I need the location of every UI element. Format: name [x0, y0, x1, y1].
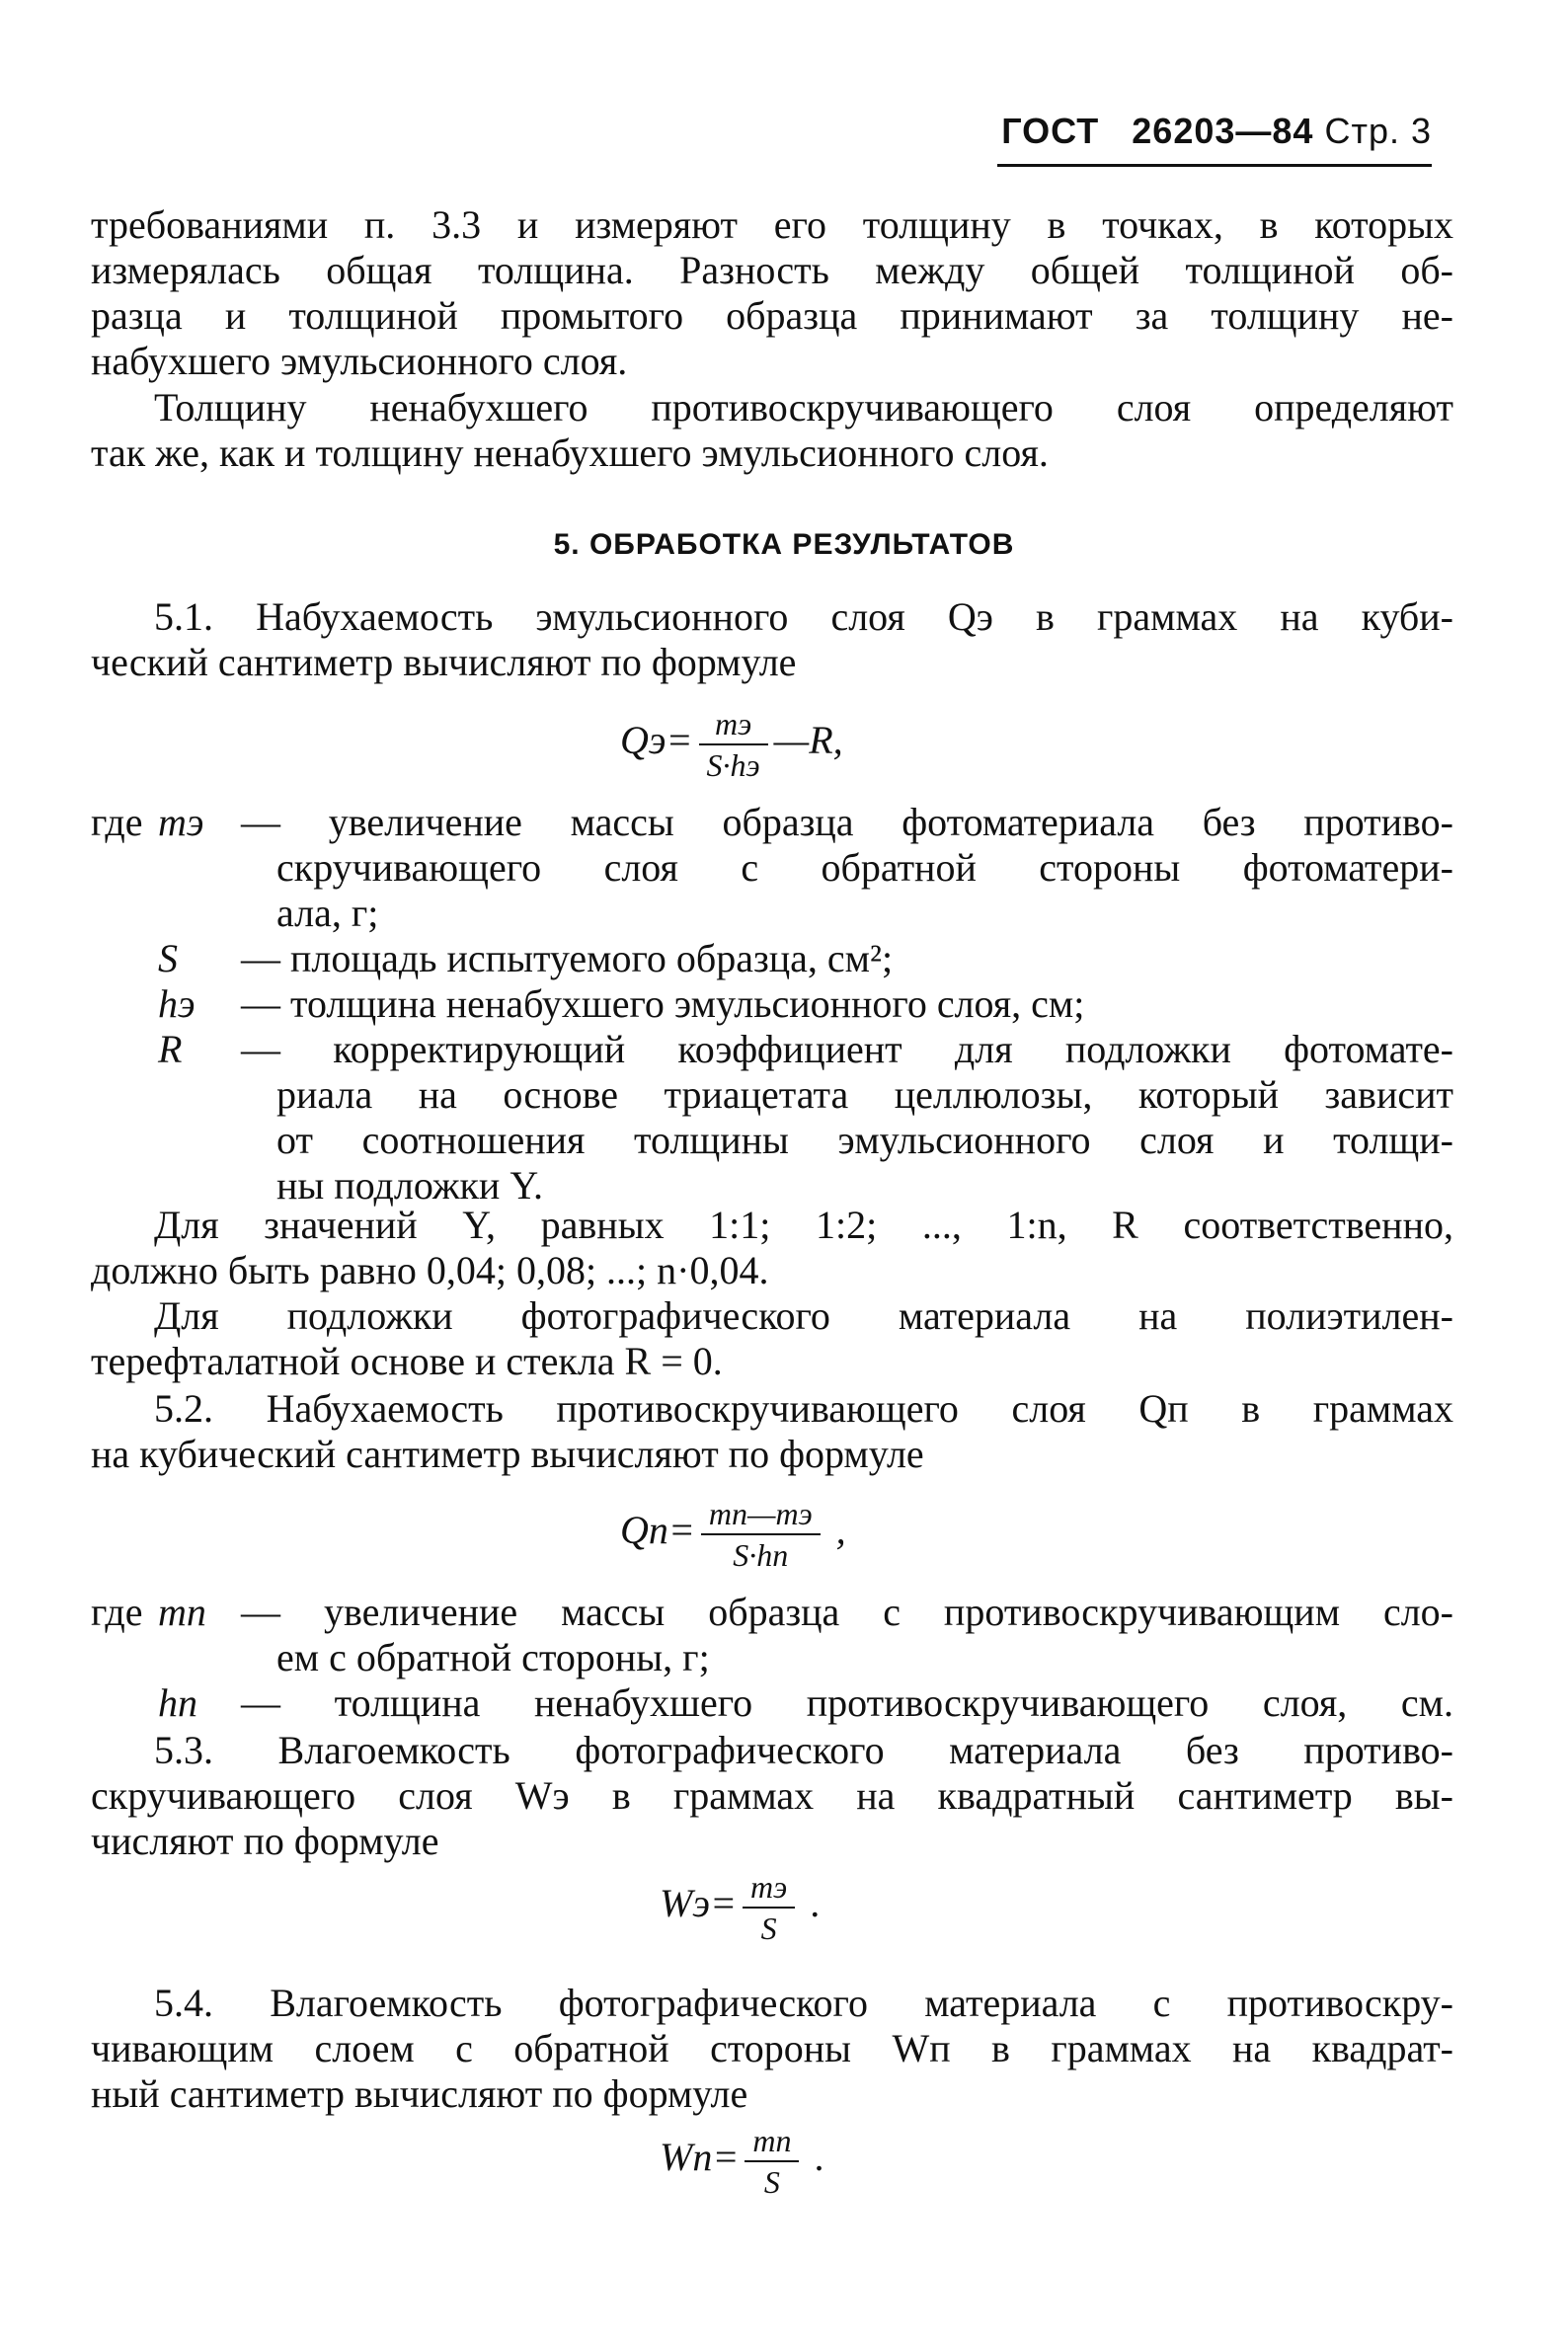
- formula-w-e: Wэ= $\frac{mэ}{S}$ .: [660, 1869, 822, 1946]
- where-label: где: [91, 800, 143, 844]
- definition-line: — увеличение массы образца фотоматериала без противо-: [241, 800, 1453, 844]
- definition-symbol: R: [158, 1027, 183, 1071]
- text-line: требованиями п. 3.3 и измеряют его толщину в точках, в которых: [91, 202, 1453, 247]
- text-line: должно быть равно 0,04; 0,08; ...; n·0,04.: [91, 1248, 769, 1292]
- formula-denominator: S·hэ: [706, 747, 760, 783]
- definitions-5-1: [91, 800, 1453, 1208]
- definition-symbol: S: [158, 936, 178, 980]
- text-line: 5.3. Влагоемкость фотографического материала без противо-: [154, 1728, 1453, 1772]
- formula-numerator: mп—mэ: [701, 1496, 821, 1535]
- text-line: Толщину ненабухшего противоскручивающего слоя определяют: [154, 385, 1453, 429]
- text-line: так же, как и толщину ненабухшего эмульсионного слоя.: [91, 430, 1049, 475]
- paragraph-5-1-values: [91, 1203, 1453, 1384]
- section-title: 5. ОБРАБОТКА РЕЗУЛЬТАТОВ: [553, 528, 1015, 561]
- definition-line: риала на основе триацетата целлюлозы, который зависит: [276, 1072, 1453, 1117]
- definition-item: [158, 800, 1453, 845]
- definition-line: — увеличение массы образца с противоскручивающим сло-: [241, 1590, 1453, 1634]
- formula-fraction: [699, 706, 768, 783]
- where-label: где: [91, 1590, 143, 1634]
- formula-lhs: Qэ: [620, 718, 666, 763]
- text-line: Для подложки фотографического материала на полиэтилен-: [154, 1293, 1453, 1338]
- formula-denominator: S·hп: [733, 1537, 789, 1573]
- header-rule: [997, 164, 1432, 167]
- formula-denominator: S: [760, 1910, 777, 1946]
- text-line: 5.1. Набухаемость эмульсионного слоя Qэ в граммах на куби-: [154, 594, 1453, 639]
- intro-paragraph: [91, 202, 1453, 384]
- definitions-5-2: [91, 1590, 1453, 1726]
- text-line: набухшего эмульсионного слоя.: [91, 339, 628, 383]
- formula-numerator: mп: [745, 2123, 799, 2162]
- definition-line: скручивающего слоя с обратной стороны фотоматери-: [276, 845, 1453, 890]
- paragraph-5-1: [91, 594, 1453, 685]
- definition-line: — корректирующий коэффициент для подложки фотомате-: [241, 1027, 1453, 1071]
- definition-line: от соотношения толщины эмульсионного слоя и толщи-: [276, 1118, 1453, 1162]
- definition-item: [158, 1680, 1453, 1726]
- definition-symbol: hп: [158, 1680, 197, 1725]
- formula-numerator: mэ: [699, 706, 768, 745]
- text-line: 5.2. Набухаемость противоскручивающего слоя Qп в граммах: [154, 1386, 1453, 1431]
- formula-lhs: Qп: [620, 1508, 668, 1553]
- definition-line: ем с обратной стороны, г;: [276, 1635, 710, 1679]
- definition-line: ала, г;: [276, 891, 379, 935]
- paragraph-5-2: [91, 1386, 1453, 1477]
- formula-denominator: S: [763, 2164, 780, 2200]
- definition-line: — площадь испытуемого образца, см²;: [241, 936, 894, 980]
- text-line: терефталатной основе и стекла R = 0.: [91, 1339, 723, 1383]
- definition-item: [158, 936, 1453, 981]
- text-line: измерялась общая толщина. Разность между общей толщиной об-: [91, 248, 1453, 292]
- text-line: разца и толщиной промытого образца принимают за толщину не-: [91, 293, 1453, 338]
- text-line: на кубический сантиметр вычисляют по формуле: [91, 1432, 924, 1476]
- text-line: числяют по формуле: [91, 1819, 439, 1863]
- definition-line: — толщина ненабухшего эмульсионного слоя, см;: [241, 981, 1085, 1026]
- header-page: Стр. 3: [1324, 111, 1432, 151]
- formula-fraction: [743, 1869, 795, 1946]
- formula-q-e: Qэ= $\frac{mэ}{S\cdot hэ}$ —R,: [620, 706, 843, 783]
- formula-numerator: mэ: [743, 1869, 795, 1909]
- formula-q-p: Qп= $\frac{mп—mэ}{S\cdot hп}$ ,: [620, 1496, 846, 1573]
- paragraph-5-4: [91, 1981, 1453, 2117]
- definition-line: — толщина ненабухшего противоскручивающего слоя, см.: [241, 1680, 1453, 1725]
- formula-tail: .: [815, 2135, 825, 2180]
- text-line: 5.4. Влагоемкость фотографического материала с противоскру-: [154, 1981, 1453, 2025]
- definition-symbol: hэ: [158, 981, 196, 1026]
- page-header: [997, 111, 1432, 152]
- formula-tail: —R,: [773, 718, 843, 763]
- formula-w-p: Wп= $\frac{mп}{S}$ .: [660, 2123, 825, 2200]
- formula-lhs: Wп: [660, 2135, 713, 2180]
- definition-line: ны подложки Y.: [276, 1163, 544, 1208]
- formula-fraction: [701, 1496, 821, 1573]
- definition-symbol: mп: [158, 1590, 206, 1634]
- formula-fraction: [745, 2123, 799, 2200]
- text-line: скручивающего слоя Wэ в граммах на квадратный сантиметр вы-: [91, 1773, 1453, 1818]
- text-line: ный сантиметр вычисляют по формуле: [91, 2071, 748, 2116]
- intro-paragraph-2: [91, 385, 1453, 476]
- text-line: Для значений Y, равных 1:1; 1:2; ..., 1:n, R соответственно,: [154, 1203, 1453, 1247]
- definition-item: [158, 1027, 1453, 1072]
- paragraph-5-3: [91, 1728, 1453, 1864]
- formula-lhs: Wэ: [660, 1881, 710, 1926]
- formula-tail: ,: [835, 1508, 846, 1553]
- formula-tail: .: [811, 1881, 822, 1926]
- text-line: ческий сантиметр вычисляют по формуле: [91, 640, 797, 684]
- header-gost: ГОСТ: [1001, 111, 1100, 151]
- definition-item: [158, 1590, 1453, 1635]
- definition-symbol: mэ: [158, 800, 204, 844]
- definition-item: [158, 981, 1453, 1027]
- text-line: чивающим слоем с обратной стороны Wп в граммах на квадрат-: [91, 2026, 1453, 2070]
- header-number: 26203—84: [1132, 111, 1314, 151]
